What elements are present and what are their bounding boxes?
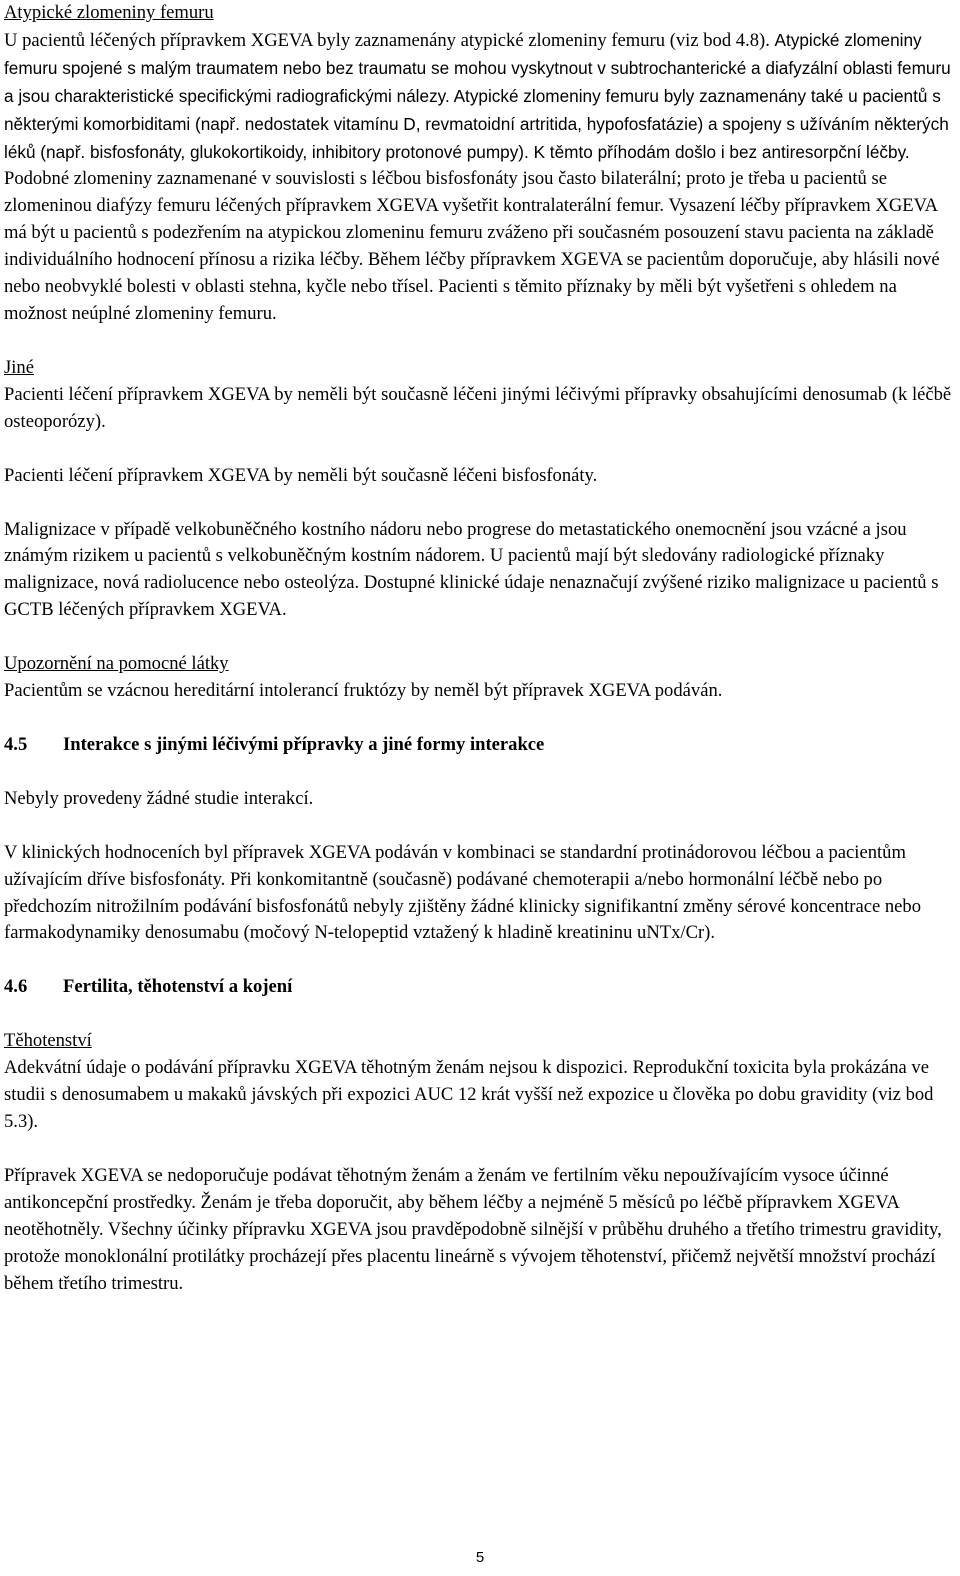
paragraph-other-2: Pacienti léčení přípravkem XGEVA by neměli být současně léčeni bisfosfonáty. [4, 464, 598, 486]
heading-4-6 [4, 974, 954, 1001]
heading-number: 4.6 [4, 976, 28, 998]
paragraph-atypical-fractures [4, 27, 954, 328]
heading-text: Interakce s jinými léčivými přípravky a jiné formy interakce [63, 733, 545, 755]
paragraph-other-3: Malignizace v případě velkobuněčného kostního nádoru nebo progrese do metastatického onemocnění jsou vzácné a jsou známým rizikem u pacientů s velkobuněčným kostním nádorem. U pacientů mají být sledovány radiologické příznaky malignizace, nová radiolucence nebo osteolýza. Dostupné klinické údaje nenaznačují zvýšené riziko malignizace u pacientů s GCTB léčených přípravkem XGEVA. [4, 518, 939, 621]
paragraph-4-6-2: Přípravek XGEVA se nedoporučuje podávat těhotným ženám a ženám ve fertilním věku nepoužívajícím vysoce účinné antikoncepční prostředky. Ženám je třeba doporučit, aby během léčby a nejméně 5 měsíců po léčbě přípravkem XGEVA neotěhotněly. Všechny účinky přípravku XGEVA jsou pravděpodobně silnější v průběhu druhého a třetího trimestru gravidity, protože monoklonální protilátky procházejí přes placentu lineárně s vývojem těhotenství, přičemž největší množství prochází během třetího trimestru. [4, 1164, 942, 1294]
heading-number: 4.5 [4, 733, 28, 755]
section-title-other: Jiné [4, 356, 34, 378]
paragraph-part-sans: Atypické zlomeniny femuru spojené s malým traumatem nebo bez traumatu se mohou vyskytnout v subtrochanterické a diafyzální oblasti femuru a jsou charakteristické specifickými radiografickými nálezy. Atypické zlomeniny femuru byly zaznamenány také u pacientů s některými komorbiditami (např. nedostatek vitamínu D, revmatoidní artritida, hypofosfatázie) a spojeny s užíváním některých léků (např. bisfosfonáty, glukokortikoidy, inhibitory protonové pumpy). K těmto příhodám došlo i bez antiresorpční léčby. [4, 29, 951, 162]
paragraph-excipients: Pacientům se vzácnou hereditární intolerancí fruktózy by neměl být přípravek XGEVA podáván. [4, 680, 723, 702]
paragraph-4-5-1: Nebyly provedeny žádné studie interakcí. [4, 787, 314, 809]
heading-text: Fertilita, těhotenství a kojení [63, 976, 293, 998]
paragraph-part: Podobné zlomeniny zaznamenané v souvislosti s léčbou bisfosfonáty jsou často bilaterální; proto je třeba u pacientů se zlomeninou diafýzy femuru léčených přípravkem XGEVA vyšetřit kontralaterální femur. Vysazení léčby přípravkem XGEVA má být u pacientů s podezřením na atypickou zlomeninu femuru zváženo při současném posouzení stavu pacienta na základě individuálního hodnocení přínosu a rizika léčby. Během léčby přípravkem XGEVA se pacientům doporučuje, aby hlásili nové nebo neobvyklé bolesti v oblasti stehna, kyčle nebo třísel. Pacienti s těmito příznaky by měli být vyšetřeni s ohledem na možnost neúplné zlomeniny femuru. [4, 168, 940, 324]
page-number: 5 [475, 1549, 485, 1566]
paragraph-other-1: Pacienti léčení přípravkem XGEVA by neměli být současně léčeni jinými léčivými přípravky obsahujícími denosumab (k léčbě osteoporózy). [4, 383, 952, 432]
paragraph-4-6-1: Adekvátní údaje o podávání přípravku XGEVA těhotným ženám nejsou k dispozici. Reprodukční toxicita byla prokázána ve studii s denosumabem u makaků jávských při expozici AUC 12 krát vyšší než expozice u člověka po dobu gravidity (viz bod 5.3). [4, 1057, 934, 1132]
paragraph-part: U pacientů léčených přípravkem XGEVA byly zaznamenány atypické zlomeniny femuru (viz bod 4.8). [4, 29, 775, 51]
subsection-title-pregnancy: Těhotenství [4, 1030, 92, 1052]
section-title-excipients: Upozornění na pomocné látky [4, 653, 229, 675]
section-title-atypical-fractures: Atypické zlomeniny femuru [4, 2, 214, 23]
heading-4-5 [4, 732, 954, 759]
paragraph-4-5-2: V klinických hodnoceních byl přípravek XGEVA podáván v kombinaci se standardní protinádorovou léčbou a pacientům užívajícím dříve bisfosfonáty. Při konkomitantně (současně) podávané chemoterapii a/nebo hormonální léčbě nebo po předchozím nitrožilním podávání bisfosfonátů nebyly zjištěny žádné klinicky signifikantní změny sérové koncentrace nebo farmakodynamiky denosumabu (močový N-telopeptid vztažený k hladině kreatininu uNTx/Cr). [4, 841, 922, 944]
document-content [4, 0, 954, 1297]
